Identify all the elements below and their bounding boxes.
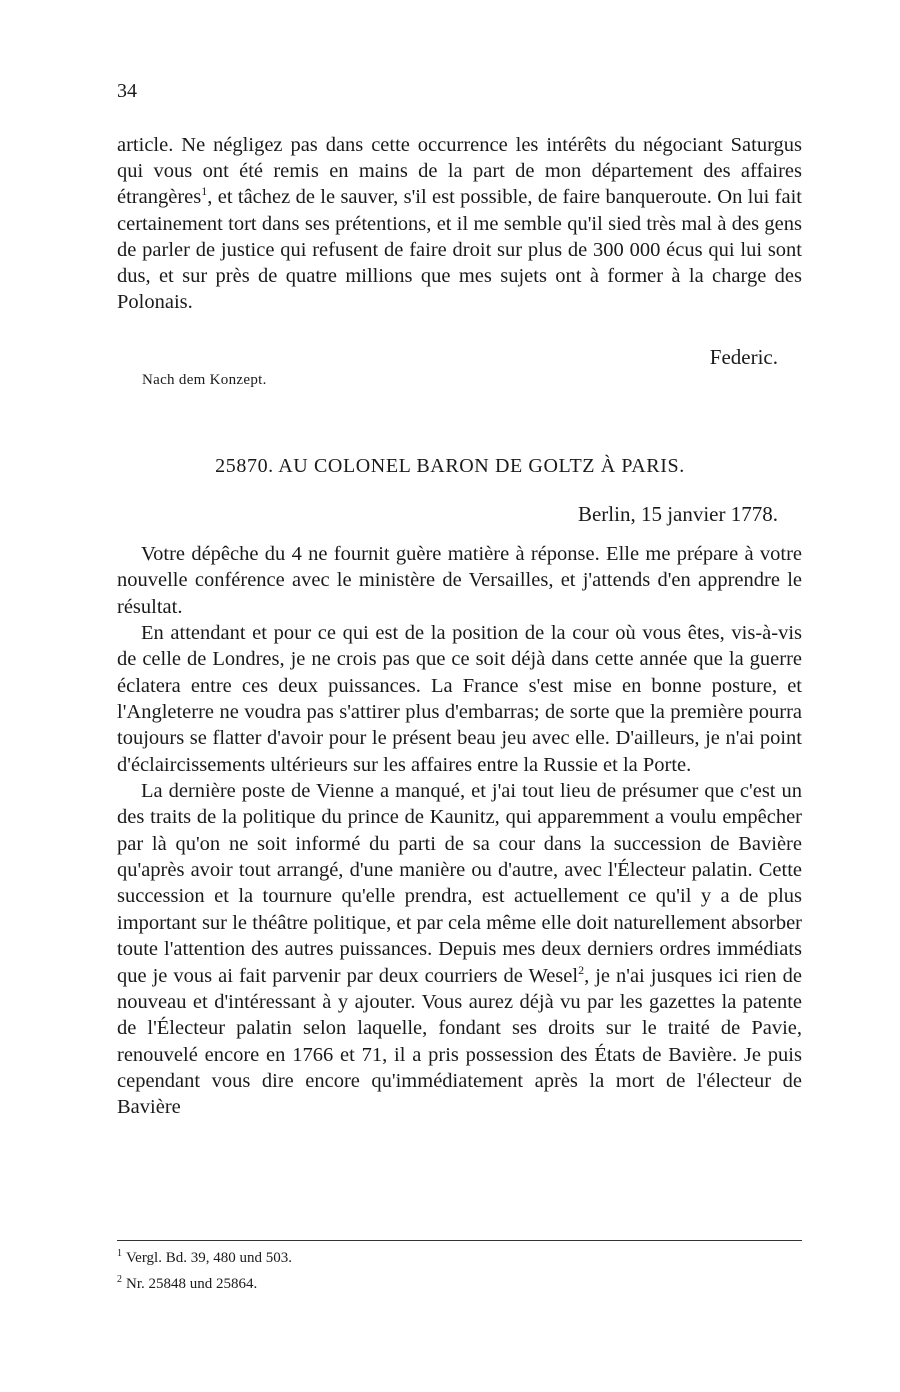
letter-date: Berlin, 15 janvier 1778.	[577, 502, 778, 526]
paragraph-text: , et tâchez de le sauver, s'il est possible, de faire banqueroute. On lui fait certainement tort dans ses prétentions, et il me semble qu'il sied très mal à des gens de parler de justice qui refusent de faire droit sur plus de 300 000 écus qui lui sont dus, et sur près de quatre millions que mes sujets ont à former à la charge des Polonais.	[117, 186, 802, 314]
footnote-text: Nr. 25848 und 25864.	[126, 1276, 258, 1292]
footnotes	[117, 1243, 292, 1295]
footnote-mark: 1	[117, 1248, 122, 1259]
letter-body	[117, 541, 802, 1121]
paragraph-text: , je n'ai jusques ici rien de nouveau et d'intéressant à y ajouter. Vous aurez déjà vu par les gazettes la patente de l'Électeur palatin selon laquelle, fondant ses droits sur le traité de Pavie, renouvelé encore en 1766 et 71, il a pris possession des États de Bavière. Je puis cependant vous dire encore qu'immédiatement après la mort de l'électeur de Bavière	[117, 964, 802, 1119]
footnote-reference: 2	[578, 962, 585, 977]
footnote-divider	[117, 1240, 802, 1241]
source-note: Nach dem Konzept.	[142, 372, 267, 388]
previous-letter-paragraph	[117, 132, 802, 315]
page-number: 34	[117, 80, 137, 102]
paragraph-text: La dernière poste de Vienne a manqué, et j'ai tout lieu de présumer que c'est un des traits de la politique du prince de Kaunitz, qui apparemment a voulu empêcher par là qu'on ne soit informé du parti de sa cour dans la succession de Bavière qu'après avoir tout arrangé, d'une manière ou d'autre, avec l'Électeur palatin. Cette succession et la tournure qu'elle prendra, est actuellement ce qu'il y a de plus important sur le théâtre politique, et par cela même elle doit naturellement absorber toute l'attention des autres puissances. Depuis mes deux derniers ordres immédiats que je vous ai fait parvenir par deux courriers de Wesel	[117, 780, 802, 987]
paragraph-text: article. Ne négligez pas dans cette occurrence les intérêts du négociant Saturgus qui vous ont été remis en mains de la part de mon département des affaires étrangères	[117, 134, 802, 209]
previous-letter-text	[117, 132, 802, 315]
letter-paragraph: Votre dépêche du 4 ne fournit guère matière à réponse. Elle me prépare à votre nouvelle conférence avec le ministère de Versailles, et j'attends d'en apprendre le résultat.	[117, 543, 802, 618]
footnote	[117, 1243, 292, 1269]
footnote-reference: 1	[201, 184, 208, 199]
footnote-mark: 2	[117, 1274, 122, 1285]
footnote	[117, 1269, 292, 1295]
signature: Federic.	[709, 345, 778, 369]
letter-paragraph	[117, 778, 802, 1120]
footnote-text: Vergl. Bd. 39, 480 und 503.	[126, 1250, 292, 1266]
letter-paragraph: En attendant et pour ce qui est de la position de la cour où vous êtes, vis-à-vis de celle de Londres, je ne crois pas que ce soit déjà dans cette année que la guerre éclatera entre ces deux puissances. La France s'est mise en bonne posture, et l'Angleterre ne voudra pas s'attirer plus d'embarras; de sorte que la première pourra toujours se flatter d'avoir pour le présent beau jeu avec elle. D'ailleurs, je n'ai point d'éclaircissements ultérieurs sur les affaires entre la Russie et la Porte.	[117, 622, 802, 776]
letter-heading: 25870. AU COLONEL BARON DE GOLTZ À PARIS.	[215, 455, 685, 477]
